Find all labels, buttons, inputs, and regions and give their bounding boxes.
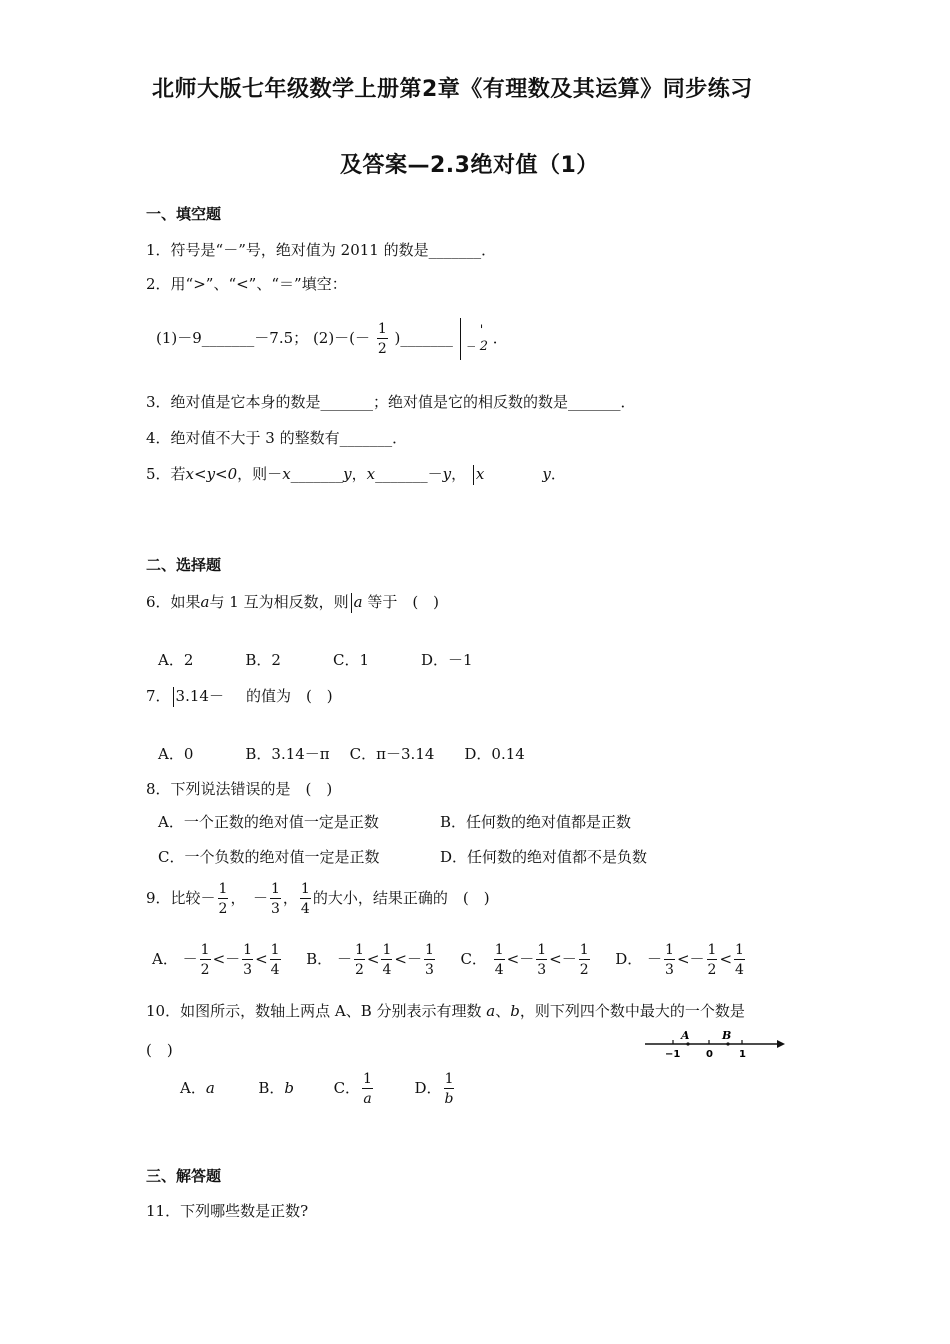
question-10-paren: ( ) xyxy=(146,1041,173,1059)
q2-part2-pre: (2)－(－ xyxy=(312,329,371,347)
section-fill-blank: 一、填空题 xyxy=(146,205,222,223)
q7-abs-bar xyxy=(173,687,174,707)
tick-label-0: 0 xyxy=(706,1049,713,1060)
tick-label-1: 1 xyxy=(739,1049,746,1060)
number-line xyxy=(645,1030,785,1060)
question-10: 10．如图所示，数轴上两点 A、B 分别表示有理数 a、b，则下列四个数中最大的一个数是 xyxy=(146,1002,745,1020)
q2-fraction: $\frac{1}{2}$ xyxy=(377,321,387,357)
question-7: 7． 3.14－ 的值为 ( ) xyxy=(146,687,333,705)
question-2: 2．用“>”、“<”、“＝”填空： xyxy=(146,275,347,293)
question-8: 8．下列说法错误的是 ( ) xyxy=(146,780,333,798)
question-2-parts xyxy=(156,318,508,360)
q2-part1: (1)－9_______－7.5； xyxy=(156,329,309,347)
q8-option-c: C．一个负数的绝对值一定是正数 xyxy=(158,848,380,866)
question-6: 6．如果a与 1 互为相反数，则 a 等于 ( ) xyxy=(146,593,440,611)
section-answer: 三、解答题 xyxy=(146,1167,222,1185)
page-title-line1: 北师大版七年级数学上册第2章《有理数及其运算》同步练习 xyxy=(152,77,753,102)
q2-end: ． xyxy=(492,329,508,347)
q2-abs-bar xyxy=(460,318,461,360)
question-4: 4．绝对值不大于 3 的整数有_______． xyxy=(146,429,408,447)
q6-abs-bar xyxy=(351,593,352,613)
tick-label-minus1: −1 xyxy=(665,1049,681,1060)
q2-abs-mark: _ xyxy=(467,329,475,347)
question-9-options: A． － $\frac{1}{2}$ <－ $\frac{1}{3}$ < $\frac{1}{4}$ B． － $\frac{1}{2}$ < $\frac{1}{4}$ <－ $\frac{1}{3}$ C． $\frac{1}{4}$ <－ $\frac{1}{3}$ <－ $\frac{1}{2}$ D． － $\frac{1}{3}$ <－ $\frac{1}{2}$ < $\frac{1}{4}$ xyxy=(152,942,744,978)
q8-option-d: D．任何数的绝对值都不是负数 xyxy=(440,848,648,866)
q5-abs-bar xyxy=(473,465,474,485)
question-1: 1．符号是“－”号，绝对值为 2011 的数是_______． xyxy=(146,241,497,259)
q8-option-b: B．任何数的绝对值都是正数 xyxy=(440,813,632,831)
q2-part2-post: )_______ xyxy=(394,329,453,347)
point-a-label: A xyxy=(681,1030,690,1042)
question-9: 9．比较－ $\frac{1}{2}$ ， － $\frac{1}{3}$ ， $\frac{1}{4}$ 的大小，结果正确的 ( ) xyxy=(146,881,490,917)
question-3: 3．绝对值是它本身的数是_______；绝对值是它的相反数的数是_______． xyxy=(146,393,636,411)
point-b-label: B xyxy=(722,1030,732,1042)
question-7-options: A．0 B．3.14－π C．π－3.14 D．0.14 xyxy=(158,745,525,763)
question-11: 11．下列哪些数是正数? xyxy=(146,1202,309,1220)
question-10-options: A．a B．b C． $\frac{1}{a}$ D． $\frac{1}{b}$ xyxy=(180,1071,454,1107)
page-title-line2: 及答案—2.3绝对值（1） xyxy=(340,153,599,178)
section-multiple-choice: 二、选择题 xyxy=(146,556,222,574)
q8-option-a: A．一个正数的绝对值一定是正数 xyxy=(158,813,379,831)
q2-tail: ' 2 xyxy=(479,323,489,354)
question-6-options: A．2 B．2 C．1 D．－1 xyxy=(158,651,473,669)
question-5: 5．若x<y<0，则－x_______y，x_______－y， x y． xyxy=(146,465,566,483)
